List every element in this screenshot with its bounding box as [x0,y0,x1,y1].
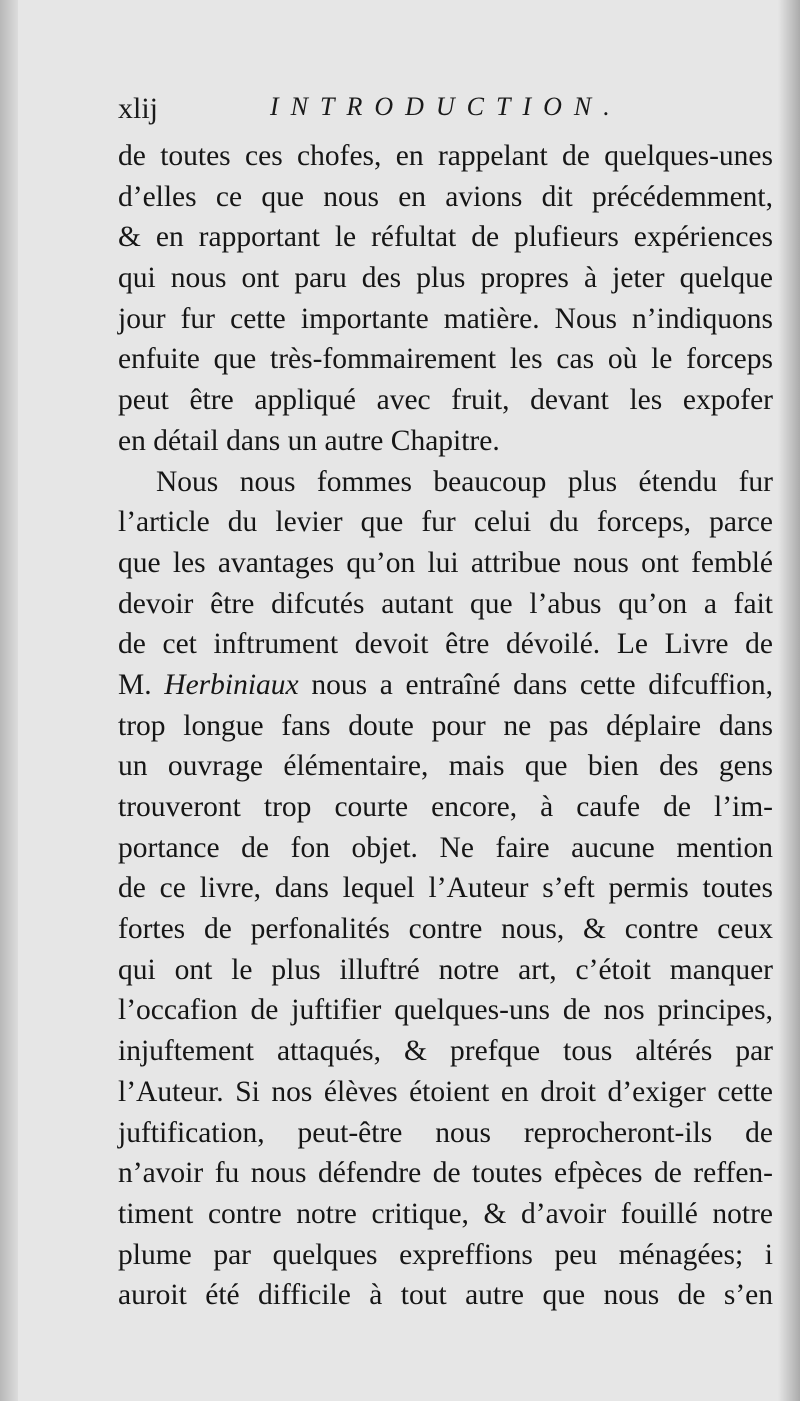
text-line: enfuite que très-fommairement les cas où le forceps [118,343,773,376]
text-line: timent contre notre critique, & d’avoir fouillé notre [118,1197,773,1230]
name-line-suffix: nous a entraîné dans cette difcuffion, [298,668,773,701]
text-line: qui ont le plus illuftré notre art, c’étoit manquer [118,953,773,986]
running-header [118,86,768,136]
text-line: en détail dans un autre Chapitre. [118,424,500,457]
text-line: n’avoir fu nous défendre de toutes efpèces de reffen- [118,1157,773,1190]
text-line: auroit été difficile à tout autre que nous de s’en [118,1279,773,1312]
running-title: INTRODUCTION. [270,92,622,121]
text-line: jour fur cette importante matière. Nous n’indiquons [118,302,773,335]
text-line: que les avantages qu’on lui attribue nous ont femblé [118,546,773,579]
text-line: un ouvrage élémentaire, mais que bien des gens [118,750,773,783]
text-line: l’Auteur. Si nos élèves étoient en droit d’exiger cette [118,1075,773,1108]
text-line: l’article du levier que fur celui du forceps, parce [118,506,773,539]
text-line: injuftement attaqués, & prefque tous altérés par [118,1035,773,1068]
text-line: peut être appliqué avec fruit, devant les expofer [118,384,773,417]
text-line: de toutes ces chofes, en rappelant de quelques-unes [118,140,773,172]
text-line: devoir être difcutés autant que l’abus qu’on a fait [118,587,773,620]
text-line: & en rapportant le réfultat de plufieurs expériences [118,221,773,254]
binding-edge [0,0,18,1401]
text-line: plume par quelques expreffions peu ménagées; i [118,1238,773,1271]
name-line-prefix: M. [118,668,165,701]
text-line: de ce livre, dans lequel l’Auteur s’eft permis toutes [118,872,773,905]
text-line: de cet inftrument devoit être dévoilé. Le Livre de [118,628,773,661]
text-line: Nous nous fommes beaucoup plus étendu fur [156,465,773,498]
text-line: trouveront trop courte encore, à caufe de l’im- [118,791,773,823]
text-line: juftification, peut-être nous reprocheront-ils de [118,1116,773,1149]
text-line: trop longue fans doute pour ne pas déplaire dans [118,709,773,742]
text-line: l’occafion de juftifier quelques-uns de nos principes, [118,994,773,1027]
page-number: xlij [118,92,159,125]
author-name: Herbiniaux [164,668,299,701]
body-text [118,136,773,1316]
text-line: portance de fon objet. Ne faire aucune mention [118,831,773,864]
text-line: d’elles ce que nous en avions dit précédemment, [118,180,773,213]
page-edge-shadow [778,0,800,1401]
text-line: qui nous ont paru des plus propres à jeter quelque [118,262,773,295]
text-line-with-name [118,665,773,706]
text-line: fortes de perfonalités contre nous, & contre ceux [118,913,773,946]
